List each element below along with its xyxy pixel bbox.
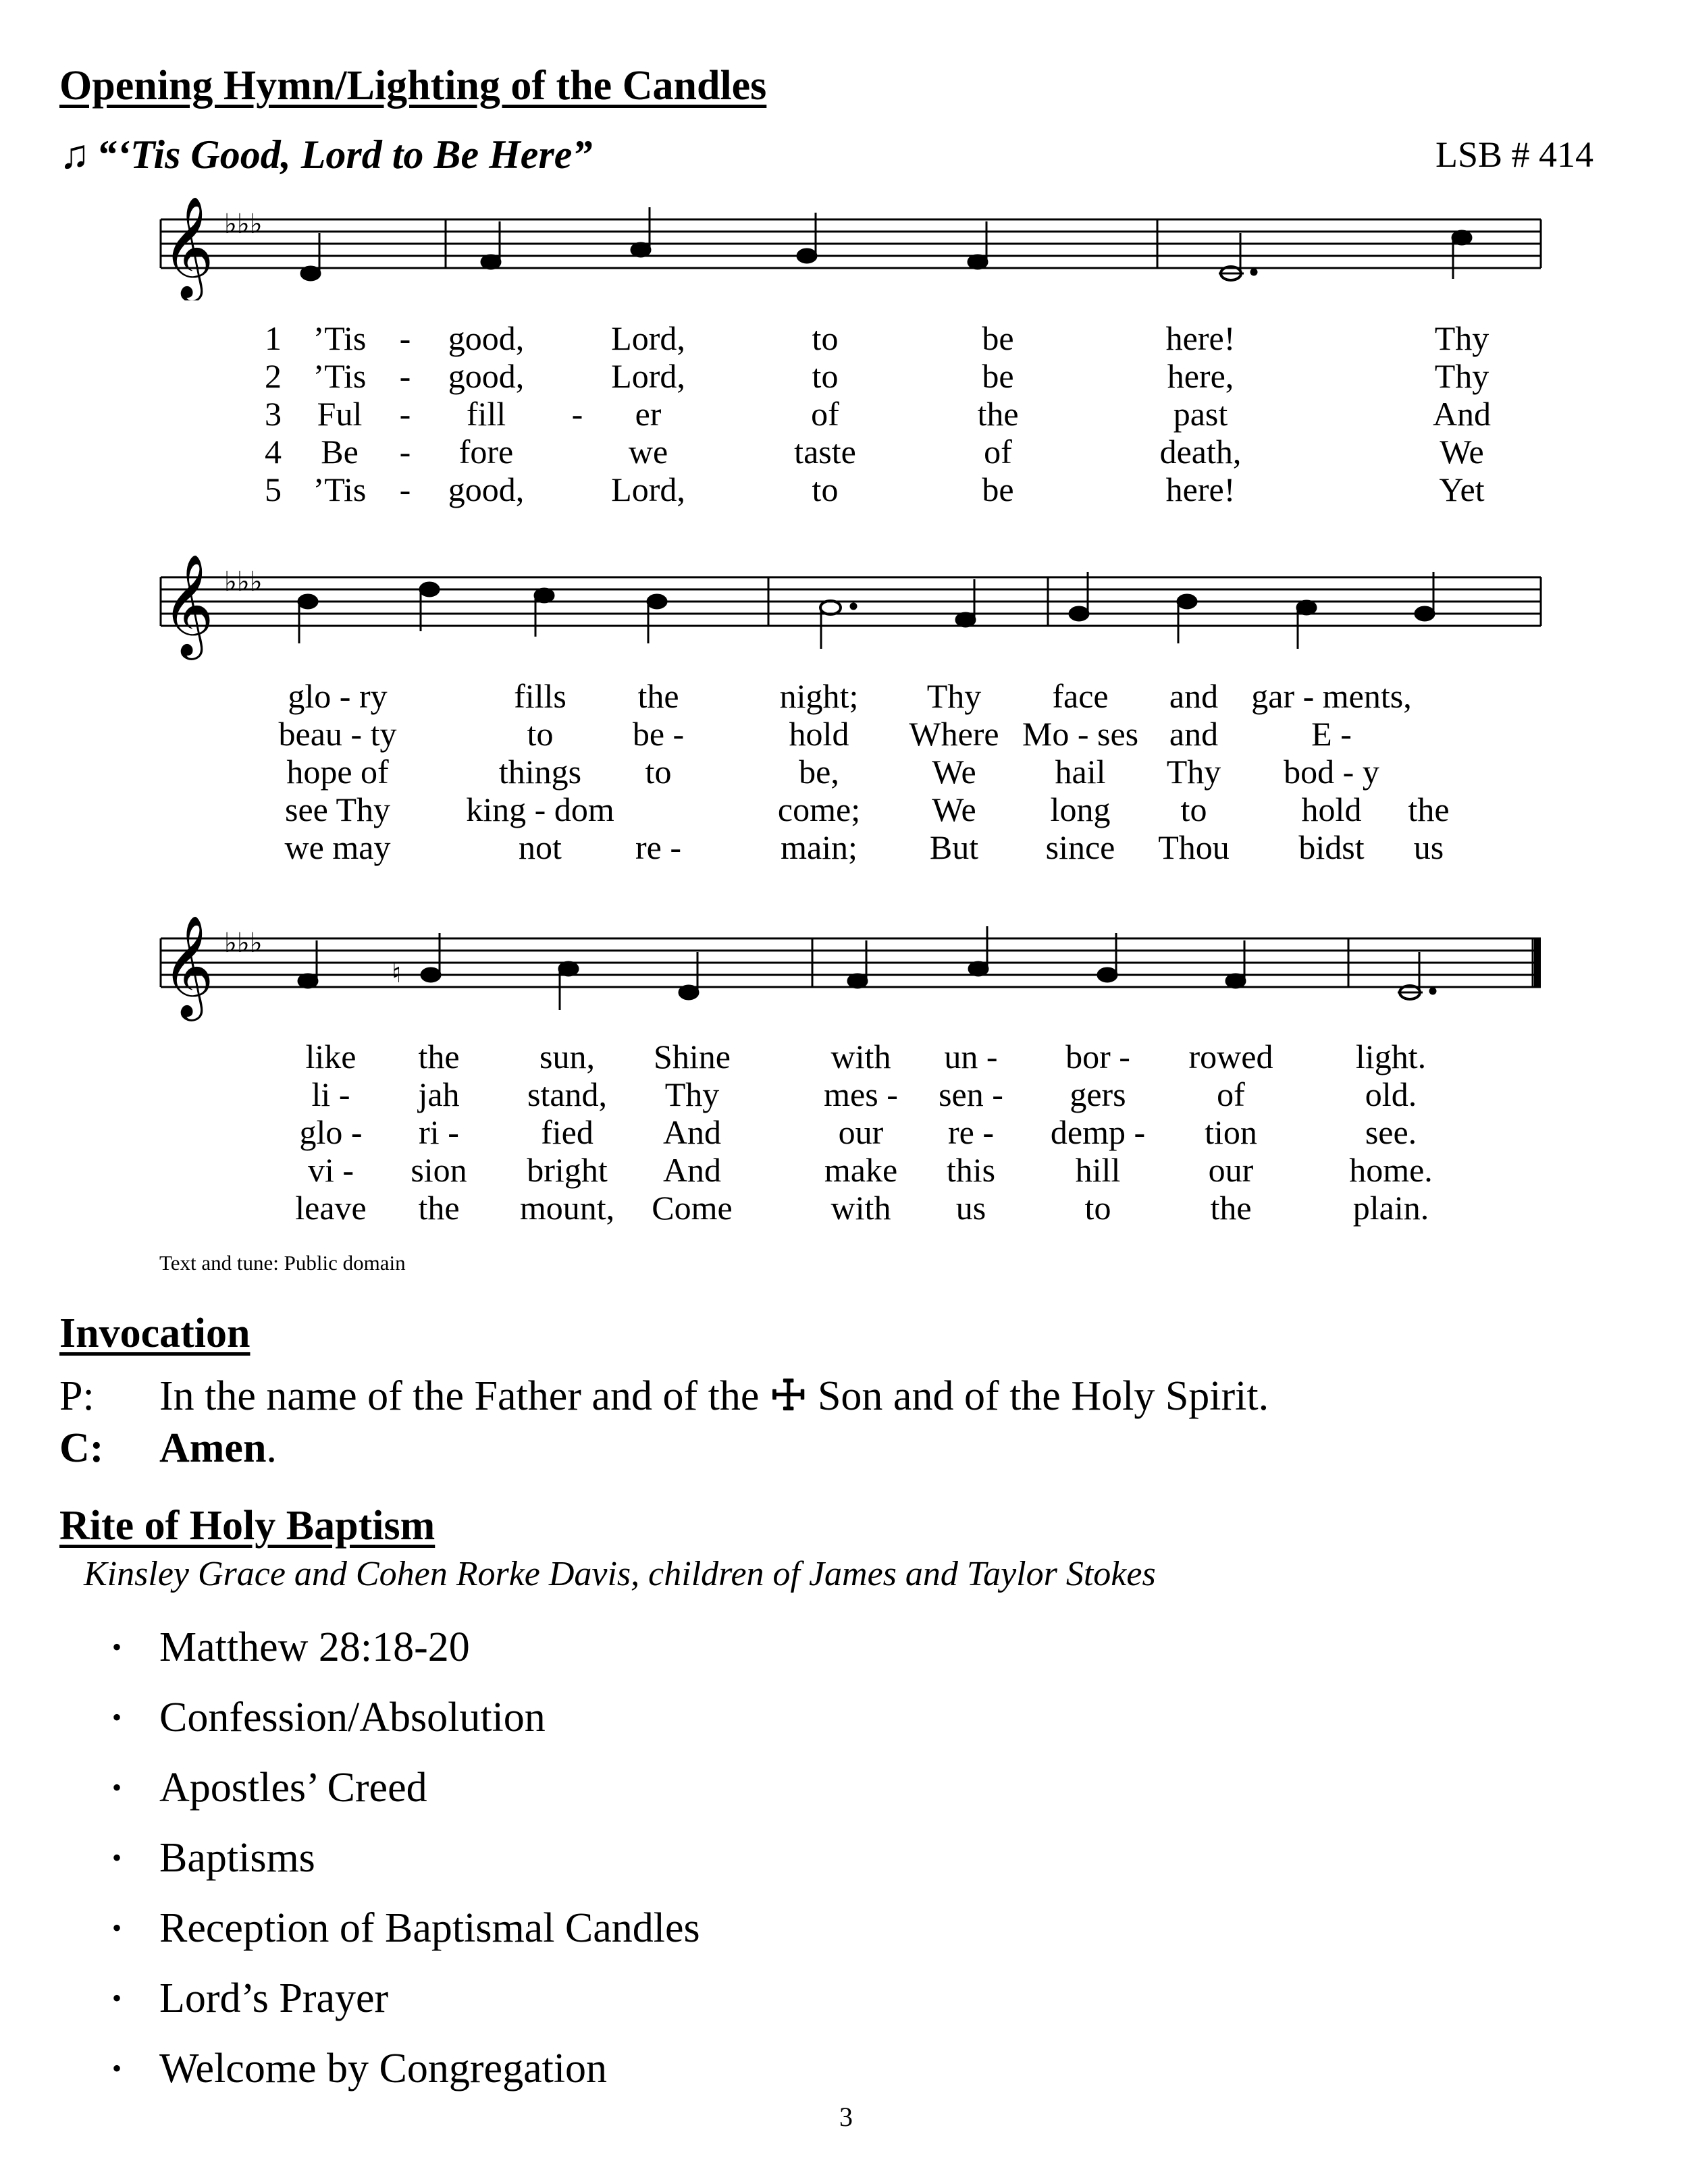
lyric-syllable: Mo - ses — [1022, 715, 1139, 753]
lyric-syllable: see Thy — [285, 791, 390, 828]
lyric-syllable: we may — [284, 828, 391, 866]
lyric-syllable: leave — [295, 1189, 367, 1227]
lyric-syllable: hold — [1301, 791, 1362, 828]
pastor-text-start: In the name of the Father and of the — [159, 1373, 760, 1419]
list-item-label: Matthew 28:18-20 — [159, 1624, 470, 1670]
lyric-syllable: Thy — [664, 1075, 720, 1113]
lyric-syllable: rowed — [1188, 1038, 1273, 1075]
lyric-syllable: Ful — [317, 395, 363, 433]
lyric-syllable: our — [1208, 1151, 1254, 1189]
lyric-syllable: glo - — [299, 1113, 363, 1151]
lyric-syllable: old. — [1365, 1075, 1417, 1113]
bullet-icon: • — [112, 1772, 122, 1803]
lyric-syllable: this — [946, 1151, 996, 1189]
lyric-syllable: beau - ty — [278, 715, 397, 753]
lyric-syllable: be - — [632, 715, 685, 753]
lyric-syllable: here! — [1165, 471, 1236, 508]
lyric-syllable: death, — [1159, 433, 1242, 471]
verse-number: 3 — [265, 395, 282, 433]
lyric-syllable: good, — [448, 471, 525, 508]
list-item — [59, 1682, 700, 1753]
lyric-syllable: to — [812, 471, 839, 508]
lyric-syllable: to — [1180, 791, 1207, 828]
lyric-syllable: Thou — [1158, 828, 1230, 866]
lyric-syllable: ’Tis — [313, 319, 367, 357]
lyric-syllable: the — [1408, 791, 1450, 828]
bullet-icon: • — [112, 1983, 122, 2013]
baptism-heading: Rite of Holy Baptism — [59, 1503, 436, 1549]
lyric-syllable: jah — [418, 1075, 460, 1113]
lyric-syllable: to — [812, 357, 839, 395]
lyric-syllable: hope of — [286, 753, 389, 791]
lyric-syllable: bor - — [1065, 1038, 1130, 1075]
lyric-syllable: things — [498, 753, 582, 791]
music-staff-system-2 — [155, 550, 1546, 665]
lyric-syllable: to — [1084, 1189, 1111, 1227]
lyric-syllable: bright — [527, 1151, 608, 1189]
treble-clef-icon: 𝄞 — [162, 553, 214, 656]
lyric-syllable: fill — [466, 395, 506, 433]
lyric-syllable: since — [1045, 828, 1115, 866]
lyric-syllable: home. — [1349, 1151, 1433, 1189]
flat-icon: ♭♭♭ — [224, 566, 263, 597]
congregation-line — [59, 1424, 277, 1472]
lyric-syllable: fied — [541, 1113, 594, 1151]
list-item — [59, 1893, 700, 1963]
baptism-subtitle: Kinsley Grace and Cohen Rorke Davis, children of James and Taylor Stokes — [84, 1555, 1156, 1593]
lyric-syllable: ’Tis — [313, 471, 367, 508]
lyric-syllable: ’Tis — [313, 357, 367, 395]
hymn-title: “‘Tis Good, Lord to Be Here” — [97, 132, 593, 177]
lyric-syllable: of — [1217, 1075, 1245, 1113]
pastor-label: P: — [59, 1373, 95, 1419]
lyric-syllable: Thy — [1434, 319, 1489, 357]
lyric-syllable: hill — [1075, 1151, 1121, 1189]
lyric-syllable: vi - — [307, 1151, 354, 1189]
flat-icon: ♭♭♭ — [224, 209, 263, 240]
lyric-syllable: un - — [944, 1038, 998, 1075]
congregation-label: C: — [59, 1425, 104, 1471]
lyric-syllable: hail — [1055, 753, 1106, 791]
cross-icon: ☩ — [769, 1373, 808, 1419]
pastor-text-end: Son and of the Holy Spirit. — [817, 1373, 1269, 1419]
lyric-syllable: bod - y — [1284, 753, 1379, 791]
lyric-syllable: we — [628, 433, 668, 471]
list-item — [59, 1963, 700, 2033]
lyric-syllable: Lord, — [611, 319, 685, 357]
lyric-syllable: see. — [1365, 1113, 1417, 1151]
lyric-syllable: - — [399, 471, 411, 508]
lyric-syllable: sion — [411, 1151, 467, 1189]
treble-clef-icon: 𝄞 — [162, 914, 214, 1017]
lyric-syllable: be — [982, 357, 1014, 395]
lyric-syllable: be — [982, 319, 1014, 357]
lyric-syllable: the — [1210, 1189, 1252, 1227]
lyric-syllable: of — [984, 433, 1012, 471]
lyric-syllable: Yet — [1439, 471, 1485, 508]
lyric-syllable: er — [635, 395, 662, 433]
baptism-rite-list — [59, 1612, 700, 2104]
lyric-syllable: night; — [779, 677, 859, 715]
music-staff-system-3 — [155, 911, 1546, 1026]
lyric-syllable: good, — [448, 357, 525, 395]
congregation-text: Amen — [159, 1425, 267, 1471]
lyric-syllable: And — [1432, 395, 1492, 433]
lyric-syllable: Thy — [1434, 357, 1489, 395]
hymn-credit: Text and tune: Public domain — [159, 1251, 406, 1275]
lyric-syllable: the — [418, 1189, 460, 1227]
lyric-syllable: light. — [1355, 1038, 1427, 1075]
lyric-syllable: the — [418, 1038, 460, 1075]
bullet-icon: • — [112, 1842, 122, 1873]
list-item — [59, 1753, 700, 1823]
lyric-syllable: to — [812, 319, 839, 357]
lyric-syllable: Lord, — [611, 471, 685, 508]
lyric-syllable: glo - ry — [288, 677, 388, 715]
lyric-syllable: fore — [458, 433, 514, 471]
lyrics-grid-1 — [0, 319, 1688, 515]
lyric-syllable: our — [838, 1113, 884, 1151]
congregation-punctuation: . — [266, 1425, 277, 1471]
lyric-syllable: to — [645, 753, 672, 791]
hymn-title-line — [59, 132, 592, 178]
lyric-syllable: of — [811, 395, 839, 433]
lyric-syllable: not — [519, 828, 562, 866]
page-number: 3 — [839, 2102, 853, 2132]
list-item — [59, 1823, 700, 1893]
lyric-syllable: the — [637, 677, 679, 715]
lyric-syllable: the — [977, 395, 1019, 433]
lyrics-grid-2 — [0, 677, 1688, 873]
pastor-line — [59, 1370, 1269, 1420]
lyric-syllable: here! — [1165, 319, 1236, 357]
flat-icon: ♭♭♭ — [224, 928, 263, 959]
opening-hymn-heading: Opening Hymn/Lighting of the Candles — [59, 63, 767, 109]
lyric-syllable: good, — [448, 319, 525, 357]
lyric-syllable: long — [1050, 791, 1111, 828]
lyric-syllable: plain. — [1352, 1189, 1429, 1227]
verse-number: 1 — [265, 319, 282, 357]
lyric-syllable: Thy — [1166, 753, 1221, 791]
verse-number: 5 — [265, 471, 282, 508]
lyric-syllable: here, — [1167, 357, 1234, 395]
lyric-syllable: and — [1169, 715, 1219, 753]
lyric-syllable: bidst — [1298, 828, 1365, 866]
lyric-syllable: We — [932, 791, 976, 828]
lyric-syllable: gar - ments, — [1251, 677, 1412, 715]
verse-number: 2 — [265, 357, 282, 395]
lyric-syllable: be — [982, 471, 1014, 508]
lyric-syllable: make — [824, 1151, 898, 1189]
lyric-syllable: stand, — [527, 1075, 608, 1113]
list-item-label: Welcome by Congregation — [159, 2046, 608, 2092]
lyric-syllable: ri - — [419, 1113, 459, 1151]
invocation-heading: Invocation — [59, 1310, 250, 1356]
list-item-label: Lord’s Prayer — [159, 1975, 389, 2021]
lyric-syllable: past — [1173, 395, 1228, 433]
lyric-syllable: sun, — [539, 1038, 595, 1075]
lyric-syllable: But — [929, 828, 979, 866]
lyric-syllable: come; — [777, 791, 861, 828]
lyric-syllable: mes - — [824, 1075, 898, 1113]
music-note-icon: ♫ — [59, 132, 90, 177]
lyric-syllable: hold — [789, 715, 849, 753]
lyric-syllable: E - — [1311, 715, 1352, 753]
lyric-syllable: - — [399, 433, 411, 471]
bullet-icon: • — [112, 2053, 122, 2083]
lyric-syllable: face — [1052, 677, 1109, 715]
lyric-syllable: with — [830, 1189, 891, 1227]
lyric-syllable: mount, — [519, 1189, 615, 1227]
lyrics-grid-3 — [0, 1038, 1688, 1233]
lyric-syllable: main; — [781, 828, 858, 866]
lyric-syllable: to — [527, 715, 554, 753]
music-staff-system-1 — [155, 192, 1546, 300]
list-item-label: Baptisms — [159, 1835, 315, 1881]
lyric-syllable: gers — [1070, 1075, 1126, 1113]
svg-text:♮: ♮ — [392, 958, 402, 989]
lyric-syllable: us — [955, 1189, 986, 1227]
lyric-syllable: li - — [311, 1075, 350, 1113]
lyric-syllable: - — [399, 395, 411, 433]
bullet-icon: • — [112, 1702, 122, 1732]
lyric-syllable: king - dom — [466, 791, 614, 828]
lyric-syllable: sen - — [939, 1075, 1003, 1113]
lyric-syllable: taste — [794, 433, 856, 471]
lyric-syllable: tion — [1205, 1113, 1257, 1151]
lyric-syllable: be, — [799, 753, 839, 791]
lyric-syllable: demp - — [1050, 1113, 1146, 1151]
verse-number: 4 — [265, 433, 282, 471]
lyric-syllable: Lord, — [611, 357, 685, 395]
lyric-syllable: - — [399, 319, 411, 357]
list-item-label: Confession/Absolution — [159, 1695, 546, 1740]
lyric-syllable: And — [662, 1151, 722, 1189]
list-item-label: Apostles’ Creed — [159, 1765, 427, 1811]
lyric-syllable: fills — [514, 677, 566, 715]
bullet-icon: • — [112, 1913, 122, 1943]
lyric-syllable: re - — [635, 828, 681, 866]
lyric-syllable: - — [399, 357, 411, 395]
lyric-syllable: like — [305, 1038, 357, 1075]
lyric-syllable: And — [662, 1113, 722, 1151]
list-item — [59, 1612, 700, 1682]
lyric-syllable: Thy — [926, 677, 982, 715]
lyric-syllable: - — [571, 395, 583, 433]
lyric-syllable: Come — [652, 1189, 733, 1227]
hymn-number: LSB # 414 — [1435, 134, 1593, 175]
treble-clef-icon: 𝄞 — [162, 195, 214, 298]
lyric-syllable: Where — [909, 715, 999, 753]
lyric-syllable: re - — [948, 1113, 994, 1151]
lyric-syllable: with — [830, 1038, 891, 1075]
lyric-syllable: We — [1440, 433, 1484, 471]
lyric-syllable: us — [1413, 828, 1444, 866]
lyric-syllable: and — [1169, 677, 1219, 715]
bullet-icon: • — [112, 1632, 122, 1662]
lyric-syllable: We — [932, 753, 976, 791]
lyric-syllable: Shine — [654, 1038, 731, 1075]
list-item-label: Reception of Baptismal Candles — [159, 1905, 700, 1951]
lyric-syllable: Be — [321, 433, 359, 471]
list-item — [59, 2033, 700, 2104]
